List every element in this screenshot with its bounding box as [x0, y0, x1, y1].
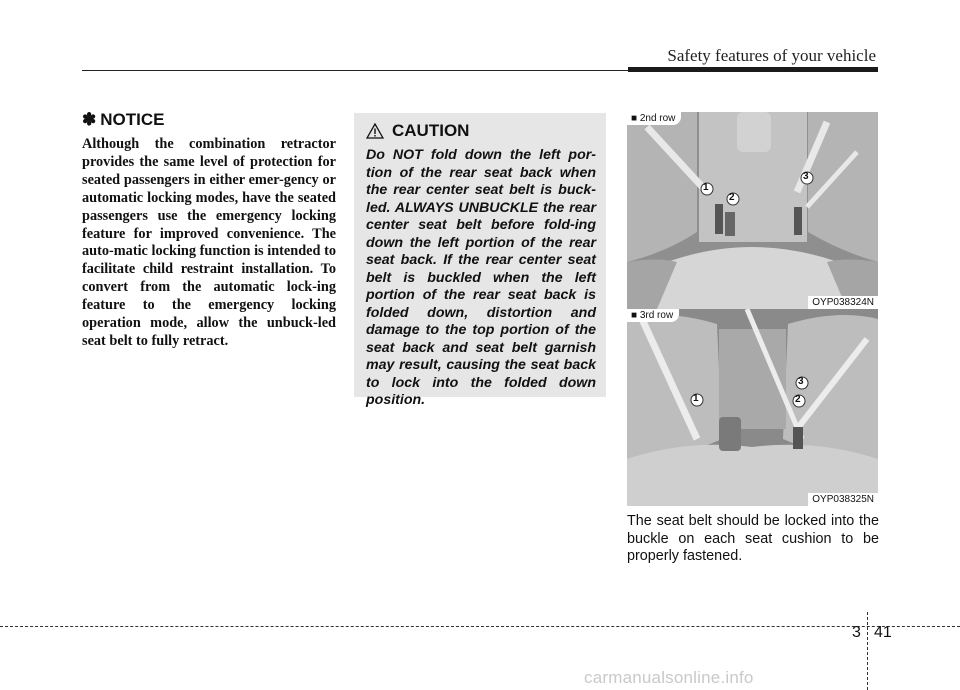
caution-body: Do NOT fold down the left por-tion of the rear seat back when the rear center seat belt is buck-led. ALWAYS UNBUCKLE the rear center seat belt before fold-ing down the left portion of the rear seat back. If the rear center seat belt is buckled when the left portion of the rear seat back is folded down, distortion and damage to the top portion of the seat back and seat belt garnish may result, causing the seat back to lock into the folded down position. — [366, 147, 596, 408]
page-chapter: 3 — [852, 624, 861, 641]
watermark: carmanualsonline.info — [584, 668, 754, 687]
callout-3: 3 — [803, 171, 809, 182]
figure-tag: ■ 2nd row — [627, 112, 681, 125]
footer-rule — [0, 626, 960, 627]
cross-star-icon: ✽ — [82, 110, 97, 129]
notice-heading — [82, 110, 336, 130]
callout-3: 3 — [798, 376, 804, 387]
notice-title: NOTICE — [100, 110, 165, 129]
header-title: Safety features of your vehicle — [667, 46, 876, 65]
callout-2: 2 — [729, 192, 735, 203]
notice-body: Although the combination retractor provides the same level of protection for seated passengers in either emer-gency or automatic locking modes, have the seated passengers use the emergency locking feature for improved convenience. The auto-matic locking function is intended to facilitate child restraint installation. To convert from the automatic lock-ing feature to the emergency locking operation mode, allow the unbuck-led seat belt to fully retract. — [82, 136, 336, 349]
callout-2: 2 — [795, 394, 801, 405]
notice-section — [82, 110, 336, 351]
figure-caption: The seat belt should be locked into the buckle on each seat cushion to be properly fastened. — [627, 513, 879, 564]
figure-3rd-row — [627, 309, 878, 506]
figure-tag: ■ 3rd row — [627, 309, 679, 322]
seat-illustration-2nd-row — [627, 112, 878, 309]
caution-heading — [366, 121, 469, 141]
caution-title: CAUTION — [392, 121, 470, 140]
callout-1: 1 — [703, 182, 709, 193]
warning-triangle-icon — [366, 123, 384, 139]
page-number: 41 — [874, 624, 892, 641]
seat-illustration-3rd-row — [627, 309, 878, 506]
caution-box — [354, 113, 606, 408]
footer-divider — [867, 612, 868, 690]
figure-code: OYP038324N — [808, 296, 878, 309]
header-accent-bar — [628, 67, 878, 72]
figure-2nd-row — [627, 112, 878, 309]
figure-code: OYP038325N — [808, 493, 878, 506]
callout-1: 1 — [693, 393, 699, 404]
